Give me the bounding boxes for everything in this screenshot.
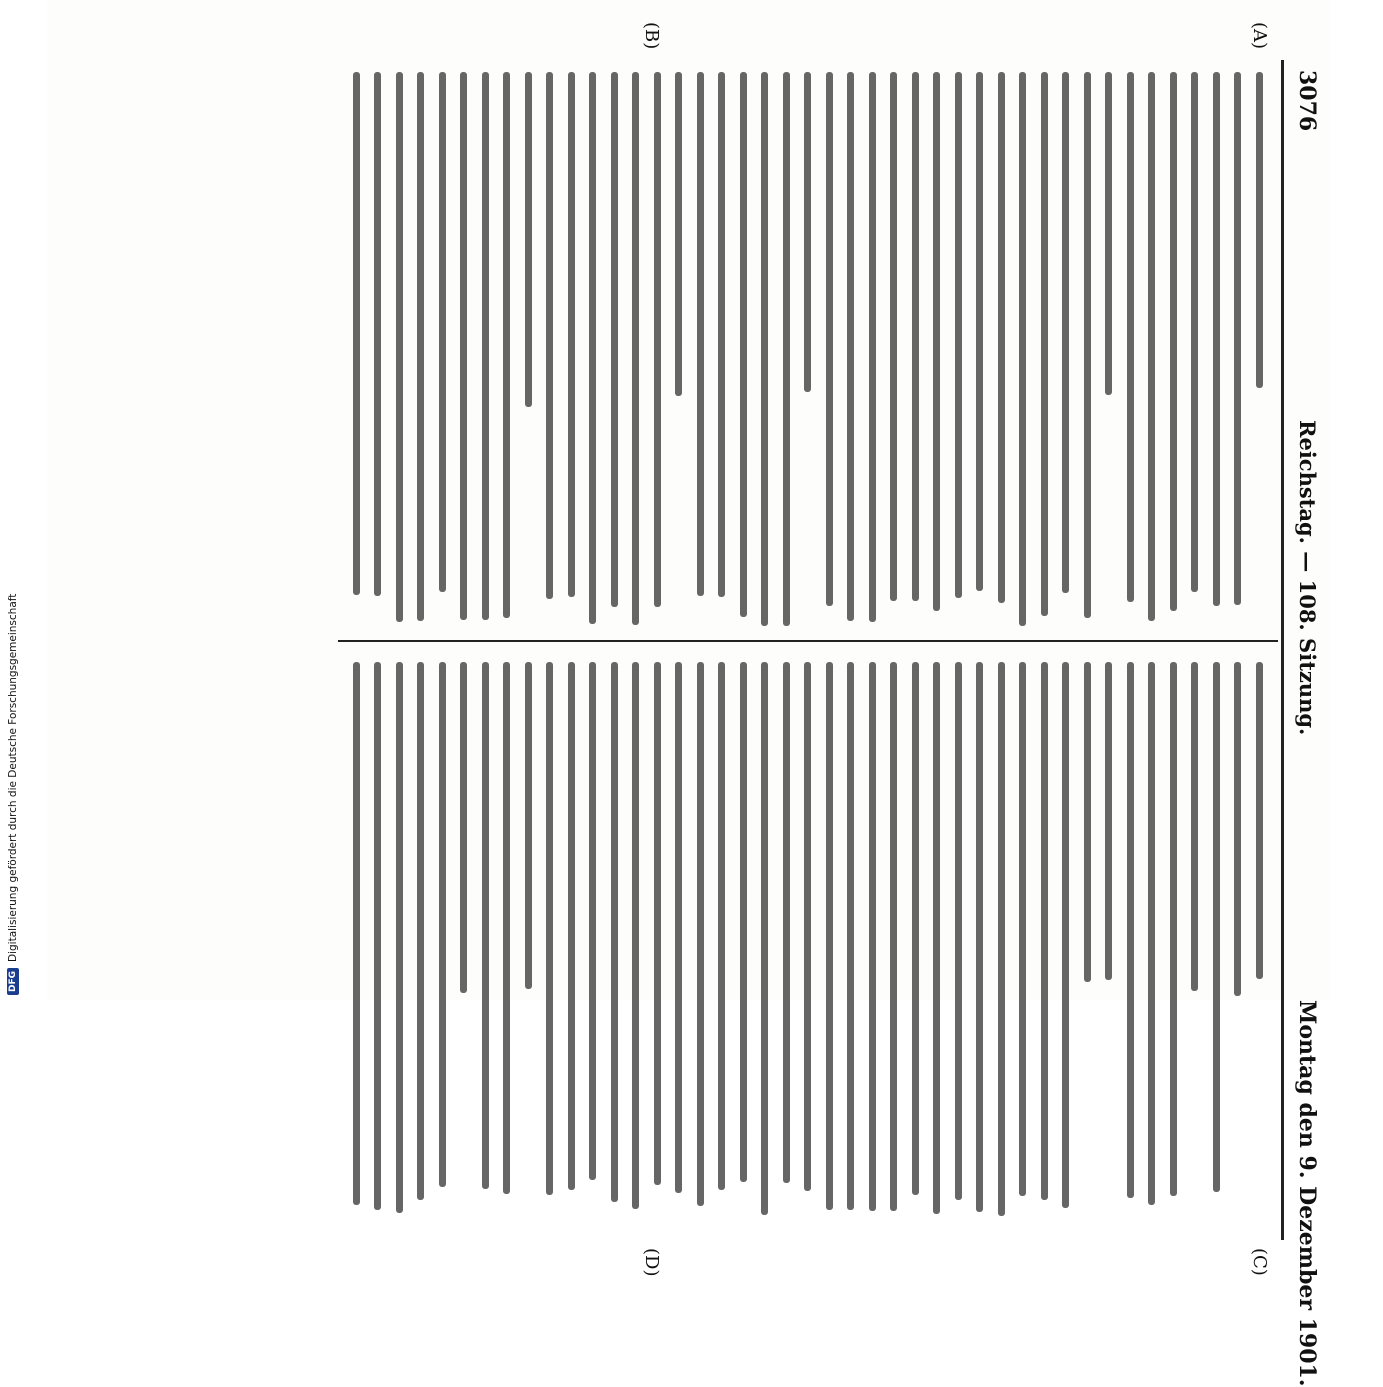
text-line bbox=[346, 72, 368, 632]
text-line-ink bbox=[761, 662, 768, 1215]
text-line bbox=[1206, 72, 1228, 632]
text-line bbox=[862, 662, 884, 1222]
text-line-ink bbox=[396, 72, 403, 622]
text-line-ink bbox=[546, 72, 553, 599]
text-line bbox=[840, 662, 862, 1222]
text-line bbox=[582, 72, 604, 632]
text-line-ink bbox=[1148, 662, 1155, 1205]
text-line bbox=[819, 662, 841, 1222]
text-line bbox=[754, 662, 776, 1222]
text-line bbox=[690, 72, 712, 632]
text-line-ink bbox=[1019, 72, 1026, 626]
text-line bbox=[1012, 662, 1034, 1222]
text-line-ink bbox=[826, 72, 833, 606]
text-line bbox=[905, 72, 927, 632]
text-line bbox=[561, 72, 583, 632]
page-number: 3076 bbox=[1294, 70, 1320, 132]
text-line-ink bbox=[783, 662, 790, 1183]
text-line-ink bbox=[374, 72, 381, 596]
text-line-ink bbox=[503, 72, 510, 618]
text-line bbox=[432, 662, 454, 1222]
text-line bbox=[991, 662, 1013, 1222]
text-line bbox=[883, 662, 905, 1222]
text-line-ink bbox=[1019, 662, 1026, 1196]
text-line-ink bbox=[632, 72, 639, 625]
text-line bbox=[1184, 662, 1206, 1222]
text-line-ink bbox=[847, 662, 854, 1210]
text-line-ink bbox=[912, 72, 919, 601]
text-line bbox=[1077, 72, 1099, 632]
text-line bbox=[453, 72, 475, 632]
text-line-ink bbox=[482, 662, 489, 1189]
text-line bbox=[1055, 662, 1077, 1222]
text-line bbox=[1120, 662, 1142, 1222]
header-rule bbox=[1281, 60, 1284, 1240]
text-line-ink bbox=[654, 662, 661, 1185]
text-line bbox=[1227, 72, 1249, 632]
text-line-ink bbox=[1170, 662, 1177, 1196]
text-line bbox=[432, 72, 454, 632]
text-line-ink bbox=[482, 72, 489, 620]
text-line bbox=[539, 662, 561, 1222]
text-line bbox=[647, 72, 669, 632]
text-line bbox=[647, 662, 669, 1222]
text-line bbox=[475, 662, 497, 1222]
text-line bbox=[1098, 72, 1120, 632]
text-line-ink bbox=[1127, 72, 1134, 602]
text-line-ink bbox=[1041, 72, 1048, 616]
text-line bbox=[1141, 662, 1163, 1222]
dfg-logo: DFG bbox=[7, 968, 19, 995]
text-line bbox=[389, 662, 411, 1222]
text-line bbox=[840, 72, 862, 632]
text-line-ink bbox=[439, 72, 446, 592]
text-line-ink bbox=[804, 72, 811, 392]
digitization-credit-text: Digitalisierung gefördert durch die Deutsche Forschungsgemeinschaft bbox=[7, 593, 19, 962]
text-line-ink bbox=[1041, 662, 1048, 1200]
text-line bbox=[883, 72, 905, 632]
margin-marker-d: (D) bbox=[641, 1248, 662, 1277]
text-line bbox=[1098, 662, 1120, 1222]
text-line-ink bbox=[1105, 72, 1112, 395]
text-line-ink bbox=[611, 72, 618, 607]
text-line-ink bbox=[439, 662, 446, 1187]
text-line bbox=[948, 662, 970, 1222]
text-line-ink bbox=[761, 72, 768, 626]
text-line bbox=[410, 72, 432, 632]
text-line bbox=[1055, 72, 1077, 632]
text-line-ink bbox=[353, 72, 360, 595]
text-line bbox=[776, 72, 798, 632]
text-line-ink bbox=[718, 72, 725, 597]
text-line bbox=[948, 72, 970, 632]
text-line-ink bbox=[955, 72, 962, 598]
text-line bbox=[1120, 72, 1142, 632]
text-line-ink bbox=[1062, 72, 1069, 593]
text-line-ink bbox=[1256, 72, 1263, 388]
text-line-ink bbox=[1127, 662, 1134, 1198]
text-line-ink bbox=[718, 662, 725, 1190]
text-line-ink bbox=[1191, 662, 1198, 991]
text-line-ink bbox=[1148, 72, 1155, 621]
text-line bbox=[625, 72, 647, 632]
text-line-ink bbox=[998, 72, 1005, 603]
text-line-ink bbox=[976, 662, 983, 1212]
text-line-ink bbox=[675, 72, 682, 396]
text-line-ink bbox=[697, 662, 704, 1206]
text-line-ink bbox=[589, 72, 596, 624]
text-line bbox=[539, 72, 561, 632]
text-line-ink bbox=[1234, 662, 1241, 996]
text-line bbox=[389, 72, 411, 632]
text-line-ink bbox=[740, 72, 747, 617]
text-line-ink bbox=[503, 662, 510, 1194]
text-line-ink bbox=[1234, 72, 1241, 605]
text-line bbox=[776, 662, 798, 1222]
text-line-ink bbox=[933, 662, 940, 1214]
text-line-ink bbox=[546, 662, 553, 1195]
text-line-ink bbox=[976, 72, 983, 591]
text-line-ink bbox=[869, 662, 876, 1211]
text-line bbox=[1206, 662, 1228, 1222]
text-line bbox=[475, 72, 497, 632]
text-line-ink bbox=[1084, 72, 1091, 618]
text-line bbox=[346, 662, 368, 1222]
margin-marker-c: (C) bbox=[1249, 1248, 1270, 1276]
text-line-ink bbox=[353, 662, 360, 1205]
margin-marker-a: (A) bbox=[1249, 22, 1270, 50]
text-line-ink bbox=[632, 662, 639, 1209]
rotated-newspaper-page bbox=[47, 0, 1330, 1387]
text-line-ink bbox=[912, 662, 919, 1195]
text-line-ink bbox=[396, 662, 403, 1213]
margin-marker-b: (B) bbox=[641, 22, 662, 50]
text-line-ink bbox=[740, 662, 747, 1182]
text-line-ink bbox=[417, 72, 424, 621]
text-line-ink bbox=[654, 72, 661, 607]
text-line bbox=[733, 662, 755, 1222]
text-line bbox=[496, 72, 518, 632]
text-line bbox=[410, 662, 432, 1222]
text-line-ink bbox=[869, 72, 876, 622]
text-line-ink bbox=[568, 72, 575, 597]
session-date: Montag den 9. Dezember 1901. bbox=[1294, 1000, 1320, 1387]
text-line-ink bbox=[955, 662, 962, 1200]
text-line bbox=[905, 662, 927, 1222]
text-line-ink bbox=[847, 72, 854, 621]
running-title: Reichstag. — 108. Sitzung. bbox=[1295, 420, 1320, 736]
text-line-ink bbox=[460, 72, 467, 620]
text-line bbox=[862, 72, 884, 632]
text-line bbox=[582, 662, 604, 1222]
text-line bbox=[625, 662, 647, 1222]
text-line-ink bbox=[611, 662, 618, 1202]
text-line bbox=[668, 662, 690, 1222]
text-line bbox=[668, 72, 690, 632]
text-line-ink bbox=[1170, 72, 1177, 611]
left-text-column bbox=[340, 72, 1270, 632]
digitization-credit bbox=[2, 0, 24, 995]
text-line-ink bbox=[783, 72, 790, 626]
text-line-ink bbox=[697, 72, 704, 596]
text-line bbox=[1184, 72, 1206, 632]
text-line bbox=[1249, 72, 1271, 632]
text-line bbox=[926, 72, 948, 632]
text-line-ink bbox=[1256, 662, 1263, 979]
text-line-ink bbox=[374, 662, 381, 1210]
text-line bbox=[711, 72, 733, 632]
text-line bbox=[367, 662, 389, 1222]
text-line bbox=[991, 72, 1013, 632]
text-line-ink bbox=[589, 662, 596, 1180]
text-line bbox=[1227, 662, 1249, 1222]
text-line bbox=[1077, 662, 1099, 1222]
text-line bbox=[733, 72, 755, 632]
text-line-ink bbox=[568, 662, 575, 1190]
text-line-ink bbox=[1084, 662, 1091, 982]
text-line bbox=[561, 662, 583, 1222]
text-line-ink bbox=[675, 662, 682, 1193]
text-line bbox=[604, 72, 626, 632]
text-line-ink bbox=[460, 662, 467, 993]
column-divider bbox=[338, 640, 1278, 642]
text-line-ink bbox=[1213, 662, 1220, 1192]
text-line-ink bbox=[890, 662, 897, 1211]
text-line bbox=[367, 72, 389, 632]
text-line-ink bbox=[1062, 662, 1069, 1208]
text-line bbox=[1163, 72, 1185, 632]
text-line bbox=[711, 662, 733, 1222]
text-line bbox=[518, 72, 540, 632]
text-line bbox=[453, 662, 475, 1222]
text-line bbox=[754, 72, 776, 632]
text-line bbox=[1034, 72, 1056, 632]
right-text-column bbox=[340, 662, 1270, 1222]
text-line bbox=[1012, 72, 1034, 632]
text-line bbox=[604, 662, 626, 1222]
text-line-ink bbox=[525, 662, 532, 989]
text-line bbox=[1141, 72, 1163, 632]
text-line-ink bbox=[804, 662, 811, 1191]
text-line-ink bbox=[826, 662, 833, 1210]
text-line bbox=[797, 662, 819, 1222]
text-line bbox=[1249, 662, 1271, 1222]
text-line-ink bbox=[417, 662, 424, 1200]
text-line-ink bbox=[890, 72, 897, 601]
text-line bbox=[496, 662, 518, 1222]
text-line-ink bbox=[998, 662, 1005, 1216]
text-line bbox=[1034, 662, 1056, 1222]
text-line bbox=[797, 72, 819, 632]
text-line bbox=[518, 662, 540, 1222]
text-line bbox=[926, 662, 948, 1222]
text-line bbox=[969, 662, 991, 1222]
text-line-ink bbox=[1213, 72, 1220, 606]
text-line bbox=[819, 72, 841, 632]
text-line-ink bbox=[933, 72, 940, 611]
text-line-ink bbox=[1191, 72, 1198, 592]
text-line bbox=[690, 662, 712, 1222]
text-line bbox=[1163, 662, 1185, 1222]
text-line bbox=[969, 72, 991, 632]
text-line-ink bbox=[1105, 662, 1112, 980]
text-line-ink bbox=[525, 72, 532, 407]
